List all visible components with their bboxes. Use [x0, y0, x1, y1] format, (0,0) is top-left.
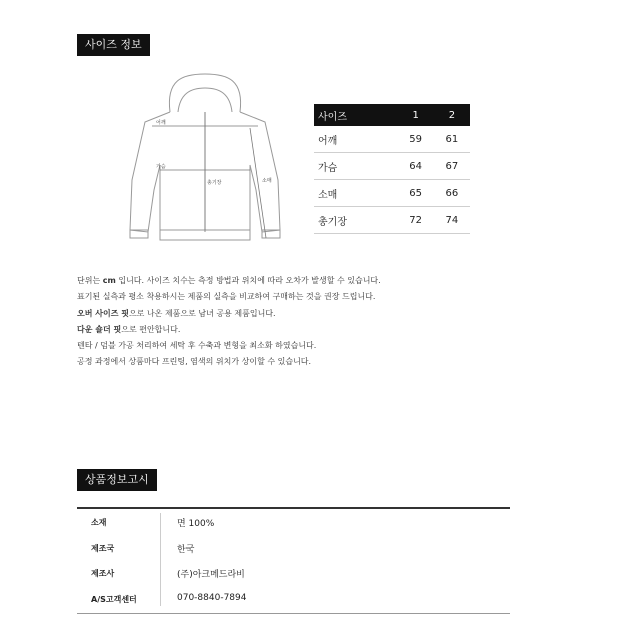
length-label: 총기장: [207, 180, 222, 186]
size-info-heading: 사이즈 정보: [77, 34, 150, 56]
size-table-header: [314, 104, 470, 126]
sleeve-label: 소매: [262, 178, 272, 184]
row-label: 가슴: [314, 153, 398, 180]
table-cell: 64: [398, 153, 434, 180]
table-row: [314, 126, 470, 153]
table-cell: 66: [434, 180, 470, 207]
table-cell: 72: [398, 207, 434, 234]
info-key: 소재: [91, 518, 107, 527]
table-cell: 67: [434, 153, 470, 180]
row-label: 어깨: [314, 126, 398, 153]
note-line: 다운 숄더 핏으로 편안합니다.: [77, 324, 181, 334]
info-row: [77, 535, 510, 561]
info-row: [77, 560, 510, 586]
info-value: 한국: [177, 544, 195, 555]
table-cell: 59: [398, 126, 434, 153]
product-info-heading: 상품정보고시: [77, 469, 157, 491]
size-table: [314, 104, 470, 234]
header-cell: 사이즈: [314, 104, 398, 126]
shoulder-label: 어깨: [156, 120, 166, 126]
size-notes: [77, 273, 381, 371]
info-value: 070-8840-7894: [177, 592, 247, 603]
note-line: 표기된 실측과 평소 착용하시는 제품의 실측을 비교하여 구매하는 것을 권장 드립니다.: [77, 292, 376, 302]
note-line: 텐타 / 덤블 가공 처리하여 세탁 후 수축과 변형을 최소화 하였습니다.: [77, 341, 317, 351]
info-value: 면 100%: [177, 519, 215, 529]
info-key: A/S고객센터: [91, 594, 137, 604]
table-row: [314, 180, 470, 207]
header-cell: 2: [434, 104, 470, 126]
note-line: 오버 사이즈 핏으로 나온 제품으로 남녀 공용 제품입니다.: [77, 308, 276, 318]
info-key: 제조사: [91, 569, 115, 578]
row-label: 총기장: [314, 207, 398, 234]
table-row: [314, 153, 470, 180]
info-row: [77, 586, 510, 612]
chest-label: 가슴: [156, 164, 166, 170]
info-value: (주)아크메드라비: [177, 570, 245, 580]
table-cell: 65: [398, 180, 434, 207]
note-line: 공정 과정에서 상품마다 프린팅, 염색의 위치가 상이할 수 있습니다.: [77, 357, 312, 367]
product-info-table: [77, 507, 510, 614]
info-key: 제조국: [91, 543, 115, 553]
info-row: [77, 509, 510, 535]
table-cell: 74: [434, 207, 470, 234]
note-line: 단위는 cm 입니다. 사이즈 치수는 측정 방법과 위치에 따라 오차가 발생할 수 있습니다.: [77, 276, 381, 285]
hoodie-size-diagram: [120, 70, 290, 250]
table-cell: 61: [434, 126, 470, 153]
divider: [77, 613, 510, 614]
header-cell: 1: [398, 104, 434, 126]
row-label: 소매: [314, 180, 398, 207]
table-row: [314, 207, 470, 234]
